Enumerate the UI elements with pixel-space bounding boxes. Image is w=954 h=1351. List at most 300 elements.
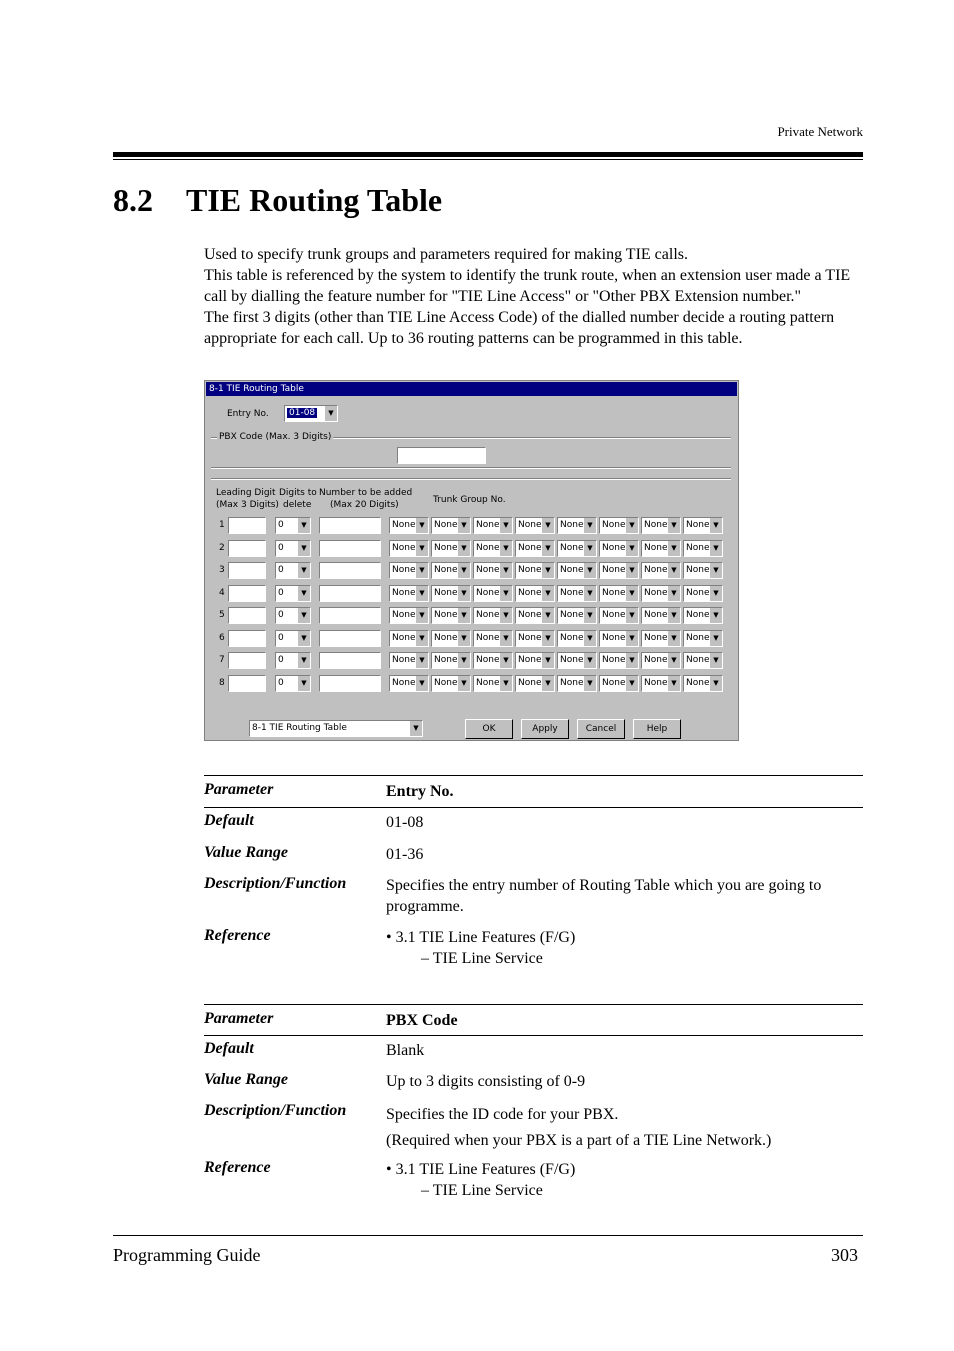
trunk-group-value: None bbox=[686, 610, 710, 620]
trunk-group-select[interactable] bbox=[599, 652, 639, 669]
col-header-digits-delete-sub: delete bbox=[283, 500, 312, 510]
desc-line: Specifies the entry number of Routing Table which you are going to programme. bbox=[386, 877, 822, 915]
ref-line: • 3.1 TIE Line Features (F/G) bbox=[386, 1161, 576, 1178]
trunk-group-value: None bbox=[476, 610, 500, 620]
cancel-button[interactable]: Cancel bbox=[577, 719, 625, 739]
trunk-group-value: None bbox=[518, 655, 542, 665]
chevron-down-icon[interactable]: ▼ bbox=[541, 608, 554, 623]
trunk-group-select[interactable] bbox=[641, 585, 681, 602]
trunk-group-select[interactable] bbox=[557, 540, 597, 557]
trunk-group-select[interactable] bbox=[389, 540, 429, 557]
trunk-group-value: None bbox=[644, 520, 668, 530]
trunk-group-select[interactable] bbox=[641, 630, 681, 647]
chevron-down-icon[interactable]: ▼ bbox=[457, 541, 470, 556]
ref-line: • 3.1 TIE Line Features (F/G) bbox=[386, 929, 576, 946]
chevron-down-icon[interactable]: ▼ bbox=[541, 541, 554, 556]
trunk-group-value: None bbox=[476, 655, 500, 665]
intro-paragraph: This table is referenced by the system to identify the trunk route, when an extension user made a TIE call by dialling the feature number for "TIE Line Access" or "Other PBX Extension number." bbox=[204, 267, 851, 305]
chevron-down-icon[interactable]: ▼ bbox=[667, 676, 680, 691]
default-key: Default bbox=[204, 1040, 254, 1057]
trunk-group-value: None bbox=[434, 655, 458, 665]
ref-subline: – TIE Line Service bbox=[421, 1182, 543, 1199]
trunk-group-select[interactable] bbox=[683, 517, 723, 534]
trunk-group-value: None bbox=[434, 565, 458, 575]
trunk-group-value: None bbox=[476, 543, 500, 553]
trunk-group-value: None bbox=[560, 588, 584, 598]
trunk-group-select[interactable] bbox=[431, 540, 471, 557]
digits-delete-value: 0 bbox=[278, 588, 284, 598]
chevron-down-icon[interactable]: ▼ bbox=[625, 676, 638, 691]
row-number: 4 bbox=[219, 588, 225, 598]
param-value: PBX Code bbox=[386, 1012, 458, 1029]
digits-delete-select[interactable] bbox=[275, 517, 311, 534]
header-rule-thin bbox=[113, 159, 863, 160]
chevron-down-icon[interactable]: ▼ bbox=[709, 563, 722, 578]
chevron-down-icon[interactable]: ▼ bbox=[297, 608, 310, 623]
desc-key: Description/Function bbox=[204, 875, 347, 892]
chevron-down-icon[interactable]: ▼ bbox=[583, 586, 596, 601]
leading-digit-input[interactable] bbox=[228, 607, 266, 624]
dialog-titlebar: 8-1 TIE Routing Table bbox=[206, 382, 737, 396]
trunk-group-value: None bbox=[602, 678, 626, 688]
chevron-down-icon[interactable]: ▼ bbox=[583, 518, 596, 533]
leading-digit-input[interactable] bbox=[228, 675, 266, 692]
trunk-group-select[interactable] bbox=[389, 607, 429, 624]
ref-key: Reference bbox=[204, 927, 271, 944]
trunk-group-select[interactable] bbox=[683, 652, 723, 669]
trunk-group-value: None bbox=[686, 543, 710, 553]
number-added-input[interactable] bbox=[319, 630, 381, 647]
trunk-group-value: None bbox=[686, 565, 710, 575]
trunk-group-select[interactable] bbox=[515, 585, 555, 602]
col-header-digits-delete: Digits to bbox=[279, 488, 317, 498]
chevron-down-icon[interactable]: ▼ bbox=[499, 653, 512, 668]
trunk-group-value: None bbox=[686, 588, 710, 598]
digits-delete-value: 0 bbox=[278, 565, 284, 575]
intro-text bbox=[204, 244, 864, 349]
chevron-down-icon[interactable]: ▼ bbox=[709, 653, 722, 668]
chevron-down-icon[interactable]: ▼ bbox=[709, 631, 722, 646]
chevron-down-icon[interactable]: ▼ bbox=[667, 653, 680, 668]
chevron-down-icon[interactable]: ▼ bbox=[415, 608, 428, 623]
param-value: Entry No. bbox=[386, 783, 454, 800]
chevron-down-icon[interactable]: ▼ bbox=[583, 563, 596, 578]
trunk-group-select[interactable] bbox=[515, 562, 555, 579]
default-value: Blank bbox=[386, 1042, 425, 1059]
digits-delete-value: 0 bbox=[278, 678, 284, 688]
chevron-down-icon[interactable]: ▼ bbox=[667, 586, 680, 601]
trunk-group-select[interactable] bbox=[599, 562, 639, 579]
trunk-group-select[interactable] bbox=[641, 562, 681, 579]
trunk-group-select[interactable] bbox=[473, 562, 513, 579]
trunk-group-select[interactable] bbox=[473, 585, 513, 602]
trunk-group-value: None bbox=[686, 678, 710, 688]
number-added-input[interactable] bbox=[319, 607, 381, 624]
trunk-group-select[interactable] bbox=[389, 652, 429, 669]
trunk-group-value: None bbox=[644, 565, 668, 575]
intro-paragraph: The first 3 digits (other than TIE Line Access Code) of the dialled number decide a routing pattern appropriate for each call. Up to 36 routing patterns can be programmed in this table. bbox=[204, 309, 835, 347]
row-number: 6 bbox=[219, 633, 225, 643]
trunk-group-select[interactable] bbox=[389, 675, 429, 692]
chevron-down-icon[interactable]: ▼ bbox=[415, 518, 428, 533]
digits-delete-select[interactable] bbox=[275, 607, 311, 624]
trunk-group-select[interactable] bbox=[557, 675, 597, 692]
trunk-group-value: None bbox=[392, 633, 416, 643]
trunk-group-select[interactable] bbox=[641, 517, 681, 534]
leading-digit-input[interactable] bbox=[228, 652, 266, 669]
chevron-down-icon[interactable]: ▼ bbox=[583, 608, 596, 623]
trunk-group-value: None bbox=[518, 565, 542, 575]
trunk-group-value: None bbox=[476, 588, 500, 598]
chevron-down-icon[interactable]: ▼ bbox=[709, 586, 722, 601]
trunk-group-select[interactable] bbox=[473, 607, 513, 624]
trunk-group-value: None bbox=[686, 655, 710, 665]
trunk-group-value: None bbox=[392, 655, 416, 665]
trunk-group-select[interactable] bbox=[473, 630, 513, 647]
trunk-group-select[interactable] bbox=[515, 675, 555, 692]
section-number: 8.2 bbox=[113, 182, 153, 218]
trunk-group-value: None bbox=[560, 678, 584, 688]
trunk-group-select[interactable] bbox=[641, 607, 681, 624]
pbx-code-group-label: PBX Code (Max. 3 Digits) bbox=[219, 432, 332, 442]
leading-digit-input[interactable] bbox=[228, 540, 266, 557]
help-button[interactable]: Help bbox=[633, 719, 681, 739]
ref-value bbox=[386, 927, 863, 969]
chevron-down-icon[interactable]: ▼ bbox=[499, 586, 512, 601]
divider bbox=[211, 467, 731, 469]
leading-digit-input[interactable] bbox=[228, 585, 266, 602]
chevron-down-icon[interactable]: ▼ bbox=[541, 653, 554, 668]
trunk-group-value: None bbox=[476, 565, 500, 575]
entry-no-value: 01-08 bbox=[289, 408, 316, 418]
trunk-group-value: None bbox=[434, 588, 458, 598]
chevron-down-icon[interactable]: ▼ bbox=[583, 631, 596, 646]
table-rule bbox=[204, 775, 863, 776]
trunk-group-select[interactable] bbox=[599, 585, 639, 602]
trunk-group-select[interactable] bbox=[557, 652, 597, 669]
trunk-group-value: None bbox=[644, 610, 668, 620]
trunk-group-value: None bbox=[434, 610, 458, 620]
trunk-group-select[interactable] bbox=[683, 585, 723, 602]
chevron-down-icon[interactable]: ▼ bbox=[415, 563, 428, 578]
trunk-group-select[interactable] bbox=[557, 517, 597, 534]
param-key: Parameter bbox=[204, 781, 274, 798]
chevron-down-icon[interactable]: ▼ bbox=[667, 518, 680, 533]
trunk-group-select[interactable] bbox=[557, 585, 597, 602]
apply-button[interactable]: Apply bbox=[521, 719, 569, 739]
chevron-down-icon[interactable]: ▼ bbox=[583, 541, 596, 556]
digits-delete-value: 0 bbox=[278, 633, 284, 643]
desc-line: (Required when your PBX is a part of a TIE Line Network.) bbox=[386, 1132, 772, 1149]
digits-delete-value: 0 bbox=[278, 655, 284, 665]
trunk-group-value: None bbox=[434, 543, 458, 553]
trunk-group-select[interactable] bbox=[683, 675, 723, 692]
trunk-group-select[interactable] bbox=[515, 630, 555, 647]
trunk-group-value: None bbox=[518, 633, 542, 643]
trunk-group-select[interactable] bbox=[641, 652, 681, 669]
trunk-group-select[interactable] bbox=[473, 652, 513, 669]
tie-routing-dialog bbox=[204, 380, 739, 741]
trunk-group-value: None bbox=[602, 633, 626, 643]
col-header-number-added: Number to be added bbox=[319, 488, 413, 498]
trunk-group-value: None bbox=[560, 543, 584, 553]
row-number: 8 bbox=[219, 678, 225, 688]
chevron-down-icon[interactable]: ▼ bbox=[297, 518, 310, 533]
trunk-group-select[interactable] bbox=[515, 540, 555, 557]
header-rule-thick bbox=[113, 152, 863, 157]
param-key: Parameter bbox=[204, 1010, 274, 1027]
footer-rule bbox=[113, 1235, 863, 1236]
trunk-group-value: None bbox=[602, 565, 626, 575]
digits-delete-value: 0 bbox=[278, 520, 284, 530]
range-key: Value Range bbox=[204, 844, 289, 861]
trunk-group-select[interactable] bbox=[473, 675, 513, 692]
chevron-down-icon[interactable]: ▼ bbox=[457, 631, 470, 646]
trunk-group-value: None bbox=[602, 588, 626, 598]
chevron-down-icon[interactable]: ▼ bbox=[499, 541, 512, 556]
chevron-down-icon[interactable]: ▼ bbox=[583, 676, 596, 691]
trunk-group-value: None bbox=[602, 543, 626, 553]
trunk-group-select[interactable] bbox=[431, 517, 471, 534]
chevron-down-icon[interactable]: ▼ bbox=[709, 541, 722, 556]
trunk-group-select[interactable] bbox=[389, 630, 429, 647]
desc-value bbox=[386, 1102, 863, 1154]
chevron-down-icon[interactable]: ▼ bbox=[297, 676, 310, 691]
trunk-group-value: None bbox=[602, 655, 626, 665]
running-header: Private Network bbox=[777, 124, 863, 139]
trunk-group-select[interactable] bbox=[431, 607, 471, 624]
chevron-down-icon[interactable]: ▼ bbox=[297, 563, 310, 578]
col-header-trunk-group: Trunk Group No. bbox=[433, 495, 506, 505]
chevron-down-icon[interactable]: ▼ bbox=[583, 653, 596, 668]
chevron-down-icon[interactable]: ▼ bbox=[415, 586, 428, 601]
intro-paragraph: Used to specify trunk groups and parameters required for making TIE calls. bbox=[204, 246, 688, 263]
chevron-down-icon[interactable]: ▼ bbox=[499, 608, 512, 623]
leading-digit-input[interactable] bbox=[228, 517, 266, 534]
chevron-down-icon[interactable]: ▼ bbox=[541, 676, 554, 691]
chevron-down-icon[interactable]: ▼ bbox=[709, 676, 722, 691]
desc-value bbox=[386, 875, 863, 917]
col-header-leading-digit: Leading Digit bbox=[216, 488, 276, 498]
range-value: 01-36 bbox=[386, 846, 424, 863]
trunk-group-value: None bbox=[560, 655, 584, 665]
param-table-entry-no bbox=[204, 775, 863, 975]
trunk-group-value: None bbox=[392, 588, 416, 598]
entry-no-select[interactable] bbox=[284, 405, 338, 422]
trunk-group-select[interactable] bbox=[683, 540, 723, 557]
trunk-group-value: None bbox=[434, 678, 458, 688]
digits-delete-select[interactable] bbox=[275, 630, 311, 647]
number-added-input[interactable] bbox=[319, 517, 381, 534]
section-heading bbox=[113, 182, 442, 219]
desc-key: Description/Function bbox=[204, 1102, 347, 1119]
screen-select[interactable] bbox=[249, 720, 423, 737]
chevron-down-icon[interactable]: ▼ bbox=[457, 518, 470, 533]
trunk-group-select[interactable] bbox=[683, 607, 723, 624]
trunk-group-select[interactable] bbox=[599, 675, 639, 692]
chevron-down-icon[interactable]: ▼ bbox=[324, 406, 337, 421]
trunk-group-select[interactable] bbox=[683, 630, 723, 647]
leading-digit-input[interactable] bbox=[228, 562, 266, 579]
ref-subline: – TIE Line Service bbox=[421, 950, 543, 967]
chevron-down-icon[interactable]: ▼ bbox=[415, 676, 428, 691]
trunk-group-select[interactable] bbox=[389, 585, 429, 602]
chevron-down-icon[interactable]: ▼ bbox=[709, 608, 722, 623]
footer-title: Programming Guide bbox=[113, 1245, 261, 1265]
chevron-down-icon[interactable]: ▼ bbox=[499, 676, 512, 691]
row-number: 5 bbox=[219, 610, 225, 620]
number-added-input[interactable] bbox=[319, 675, 381, 692]
chevron-down-icon[interactable]: ▼ bbox=[709, 518, 722, 533]
trunk-group-value: None bbox=[560, 520, 584, 530]
trunk-group-value: None bbox=[476, 633, 500, 643]
digits-delete-select[interactable] bbox=[275, 652, 311, 669]
ok-button[interactable]: OK bbox=[465, 719, 513, 739]
row-number: 1 bbox=[219, 520, 225, 530]
number-added-input[interactable] bbox=[319, 562, 381, 579]
trunk-group-value: None bbox=[392, 520, 416, 530]
trunk-group-select[interactable] bbox=[641, 675, 681, 692]
chevron-down-icon[interactable]: ▼ bbox=[667, 631, 680, 646]
default-value: 01-08 bbox=[386, 814, 424, 831]
trunk-group-value: None bbox=[518, 588, 542, 598]
chevron-down-icon[interactable]: ▼ bbox=[625, 563, 638, 578]
table-rule bbox=[204, 1035, 863, 1036]
trunk-group-value: None bbox=[392, 565, 416, 575]
table-rule bbox=[204, 807, 863, 808]
chevron-down-icon[interactable]: ▼ bbox=[541, 631, 554, 646]
digits-delete-select[interactable] bbox=[275, 540, 311, 557]
trunk-group-select[interactable] bbox=[557, 562, 597, 579]
trunk-group-select[interactable] bbox=[599, 607, 639, 624]
range-key: Value Range bbox=[204, 1071, 289, 1088]
trunk-group-select[interactable] bbox=[599, 540, 639, 557]
trunk-group-value: None bbox=[560, 565, 584, 575]
trunk-group-value: None bbox=[434, 633, 458, 643]
col-header-leading-digit-sub: (Max 3 Digits) bbox=[216, 500, 279, 510]
chevron-down-icon[interactable]: ▼ bbox=[415, 653, 428, 668]
digits-delete-select[interactable] bbox=[275, 585, 311, 602]
chevron-down-icon[interactable]: ▼ bbox=[541, 586, 554, 601]
number-added-input[interactable] bbox=[319, 540, 381, 557]
chevron-down-icon[interactable]: ▼ bbox=[415, 631, 428, 646]
chevron-down-icon[interactable]: ▼ bbox=[499, 563, 512, 578]
chevron-down-icon[interactable]: ▼ bbox=[457, 676, 470, 691]
chevron-down-icon[interactable]: ▼ bbox=[625, 541, 638, 556]
chevron-down-icon[interactable]: ▼ bbox=[415, 541, 428, 556]
chevron-down-icon[interactable]: ▼ bbox=[625, 586, 638, 601]
trunk-group-select[interactable] bbox=[431, 585, 471, 602]
section-title: TIE Routing Table bbox=[186, 182, 443, 218]
trunk-group-select[interactable] bbox=[389, 517, 429, 534]
trunk-group-select[interactable] bbox=[473, 517, 513, 534]
chevron-down-icon[interactable]: ▼ bbox=[297, 653, 310, 668]
chevron-down-icon[interactable]: ▼ bbox=[541, 563, 554, 578]
trunk-group-value: None bbox=[518, 610, 542, 620]
trunk-group-select[interactable] bbox=[431, 562, 471, 579]
chevron-down-icon[interactable]: ▼ bbox=[297, 631, 310, 646]
divider bbox=[211, 478, 731, 480]
digits-delete-select[interactable] bbox=[275, 675, 311, 692]
digits-delete-value: 0 bbox=[278, 543, 284, 553]
ref-value bbox=[386, 1159, 863, 1201]
trunk-group-value: None bbox=[392, 610, 416, 620]
trunk-group-select[interactable] bbox=[431, 652, 471, 669]
chevron-down-icon[interactable]: ▼ bbox=[541, 518, 554, 533]
chevron-down-icon[interactable]: ▼ bbox=[667, 541, 680, 556]
trunk-group-value: None bbox=[644, 543, 668, 553]
entry-no-label: Entry No. bbox=[227, 409, 269, 419]
digits-delete-select[interactable] bbox=[275, 562, 311, 579]
trunk-group-select[interactable] bbox=[599, 517, 639, 534]
ref-key: Reference bbox=[204, 1159, 271, 1176]
trunk-group-value: None bbox=[644, 678, 668, 688]
chevron-down-icon[interactable]: ▼ bbox=[457, 608, 470, 623]
trunk-group-value: None bbox=[392, 678, 416, 688]
trunk-group-select[interactable] bbox=[599, 630, 639, 647]
range-value: Up to 3 digits consisting of 0-9 bbox=[386, 1073, 586, 1090]
chevron-down-icon[interactable]: ▼ bbox=[625, 631, 638, 646]
chevron-down-icon[interactable]: ▼ bbox=[499, 631, 512, 646]
chevron-down-icon[interactable]: ▼ bbox=[667, 608, 680, 623]
trunk-group-value: None bbox=[644, 588, 668, 598]
trunk-group-select[interactable] bbox=[641, 540, 681, 557]
chevron-down-icon[interactable]: ▼ bbox=[297, 541, 310, 556]
trunk-group-value: None bbox=[686, 633, 710, 643]
number-added-input[interactable] bbox=[319, 585, 381, 602]
trunk-group-value: None bbox=[518, 520, 542, 530]
screen-select-value: 8-1 TIE Routing Table bbox=[252, 723, 347, 733]
table-rule bbox=[204, 1004, 863, 1005]
chevron-down-icon[interactable]: ▼ bbox=[457, 653, 470, 668]
trunk-group-select[interactable] bbox=[515, 517, 555, 534]
trunk-group-select[interactable] bbox=[389, 562, 429, 579]
pbx-code-input[interactable] bbox=[397, 447, 486, 464]
number-added-input[interactable] bbox=[319, 652, 381, 669]
chevron-down-icon[interactable]: ▼ bbox=[667, 563, 680, 578]
trunk-group-value: None bbox=[560, 633, 584, 643]
chevron-down-icon[interactable]: ▼ bbox=[457, 563, 470, 578]
row-number: 3 bbox=[219, 565, 225, 575]
trunk-group-select[interactable] bbox=[683, 562, 723, 579]
chevron-down-icon[interactable]: ▼ bbox=[625, 518, 638, 533]
trunk-group-value: None bbox=[602, 610, 626, 620]
trunk-group-value: None bbox=[476, 678, 500, 688]
trunk-group-select[interactable] bbox=[431, 675, 471, 692]
param-table-pbx-code bbox=[204, 1004, 863, 1204]
row-number: 2 bbox=[219, 543, 225, 553]
trunk-group-select[interactable] bbox=[515, 607, 555, 624]
trunk-group-value: None bbox=[602, 520, 626, 530]
trunk-group-select[interactable] bbox=[431, 630, 471, 647]
chevron-down-icon[interactable]: ▼ bbox=[409, 721, 422, 736]
trunk-group-select[interactable] bbox=[557, 630, 597, 647]
trunk-group-value: None bbox=[560, 610, 584, 620]
default-key: Default bbox=[204, 812, 254, 829]
chevron-down-icon[interactable]: ▼ bbox=[499, 518, 512, 533]
trunk-group-select[interactable] bbox=[515, 652, 555, 669]
desc-line: Specifies the ID code for your PBX. bbox=[386, 1106, 619, 1123]
trunk-group-select[interactable] bbox=[557, 607, 597, 624]
chevron-down-icon[interactable]: ▼ bbox=[625, 653, 638, 668]
chevron-down-icon[interactable]: ▼ bbox=[297, 586, 310, 601]
trunk-group-value: None bbox=[644, 655, 668, 665]
chevron-down-icon[interactable]: ▼ bbox=[625, 608, 638, 623]
trunk-group-select[interactable] bbox=[473, 540, 513, 557]
chevron-down-icon[interactable]: ▼ bbox=[457, 586, 470, 601]
leading-digit-input[interactable] bbox=[228, 630, 266, 647]
trunk-group-value: None bbox=[476, 520, 500, 530]
